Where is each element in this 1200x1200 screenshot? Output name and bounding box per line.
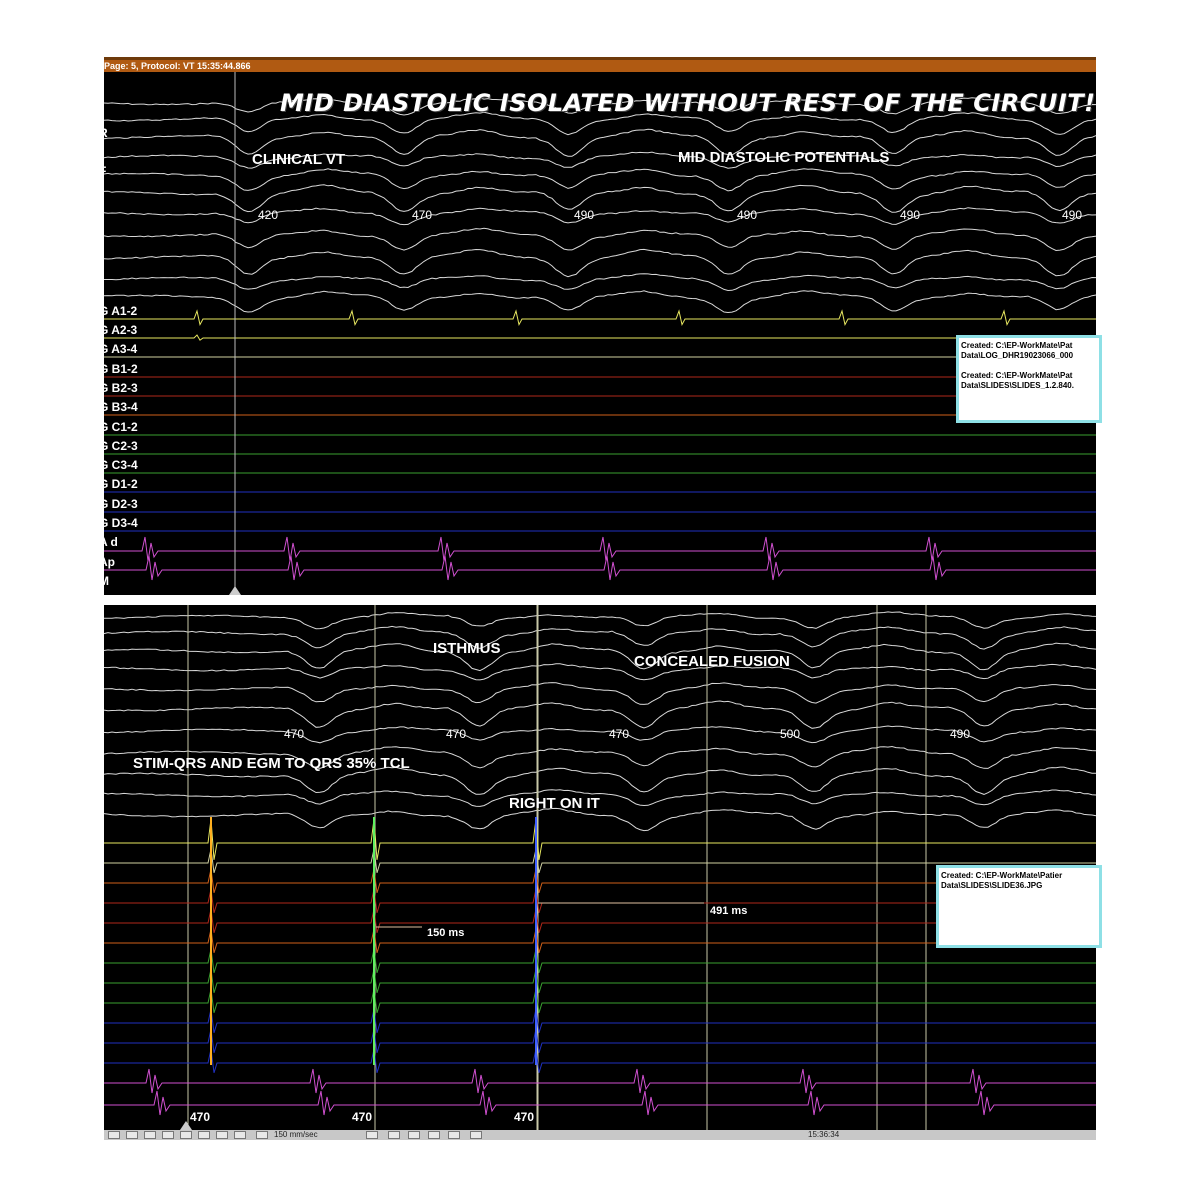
popup-line: Created: C:\EP-WorkMate\Pat [961, 341, 1073, 350]
surface-ecg-trace [104, 169, 1096, 191]
surface-ecg-trace [104, 643, 1096, 671]
bipolar-trace-d34 [104, 1049, 1096, 1073]
channel-label: G A3-4 [99, 342, 138, 356]
channel-label: M [99, 574, 109, 588]
channel-label: G D3-4 [99, 516, 138, 530]
channel-label: G C3-4 [99, 458, 138, 472]
annotation-stim-qrs: STIM-QRS AND EGM TO QRS 35% TCL [133, 755, 410, 772]
page-protocol-status: Page: 5, Protocol: VT 15:35:44.866 [104, 61, 251, 71]
bipolar-trace-c12 [104, 949, 1096, 973]
surface-ecg-trace [104, 683, 1096, 705]
top-recording-panel [99, 57, 1096, 595]
cycle-length-label: 490 [574, 208, 595, 222]
sweep-speed-readout[interactable]: 150 mm/sec [274, 1130, 318, 1139]
file-created-popup[interactable] [956, 335, 1102, 423]
surface-ecg-trace [104, 626, 1096, 649]
step-forward-icon[interactable] [216, 1131, 228, 1139]
ablation-catheter-trace [104, 537, 1096, 561]
cycle-length-label: 470 [284, 727, 305, 741]
marker-icon[interactable] [448, 1131, 460, 1139]
cycle-length-label: 490 [900, 208, 921, 222]
surface-ecg-trace [104, 249, 1096, 276]
fast-forward-icon[interactable] [234, 1131, 246, 1139]
stim-interval-label: 470 [352, 1110, 373, 1124]
play-icon[interactable] [180, 1131, 192, 1139]
channel-label: G D2-3 [99, 497, 138, 511]
surface-ecg-trace [104, 808, 1096, 830]
popup-line: Data\SLIDES\SLIDE36.JPG [941, 881, 1043, 890]
bipolar-trace-c34 [104, 989, 1096, 1013]
surface-ecg-trace [104, 291, 1096, 313]
cycle-length-label: 500 [780, 727, 801, 741]
file-created-popup[interactable] [936, 865, 1102, 948]
channel-label: G B3-4 [99, 400, 138, 414]
popup-line: Data\SLIDES\SLIDES_1.2.840. [961, 381, 1074, 390]
channel-label: G A2-3 [99, 323, 138, 337]
measurement-150ms: 150 ms [427, 927, 465, 939]
surface-ecg-trace [104, 228, 1096, 250]
speed-spinner-icon[interactable] [366, 1131, 378, 1139]
annotation-mid-diastolic-potentials: MID DIASTOLIC POTENTIALS [678, 149, 890, 166]
bipolar-trace-a23 [104, 335, 1096, 340]
annotation-right-on-it: RIGHT ON IT [509, 795, 600, 812]
cycle-length-label: 420 [258, 208, 279, 222]
measurement-491ms: 491 ms [710, 905, 748, 917]
gain-up-icon[interactable] [388, 1131, 400, 1139]
text-tool-icon[interactable] [470, 1131, 482, 1139]
stim-interval-label: 470 [514, 1110, 535, 1124]
stim-interval-label: 470 [190, 1110, 211, 1124]
surface-ecg-trace [104, 612, 1096, 629]
cycle-length-label: 490 [737, 208, 758, 222]
gain-down-icon[interactable] [408, 1131, 420, 1139]
bipolar-trace-a12 [104, 311, 1096, 325]
cycle-length-label: 470 [446, 727, 467, 741]
channel-label: G B1-2 [99, 362, 138, 376]
caliper-marker-icon[interactable] [180, 1121, 192, 1130]
next-page-icon[interactable] [198, 1131, 210, 1139]
cycle-length-label: 470 [609, 727, 630, 741]
surface-ecg-trace [104, 274, 1096, 291]
rewind-icon[interactable] [108, 1131, 120, 1139]
channel-label: G A1-2 [99, 304, 138, 318]
settings-icon[interactable] [256, 1131, 268, 1139]
popup-line: Created: C:\EP-WorkMate\Pat [961, 371, 1073, 380]
surface-ecg-trace [104, 664, 1096, 680]
annotation-concealed-fusion: CONCEALED FUSION [634, 653, 790, 670]
cycle-length-label: 490 [950, 727, 971, 741]
cycle-length-label: 490 [1062, 208, 1083, 222]
top-traces [104, 57, 1096, 595]
popup-line: Created: C:\EP-WorkMate\Patier [941, 871, 1063, 880]
page-header-bar [104, 57, 1096, 72]
time-readout: 15:36:34 [808, 1130, 840, 1139]
annotation-clinical-vt: CLINICAL VT [252, 151, 346, 168]
popup-line: Data\LOG_DHR19023066_000 [961, 351, 1074, 360]
ablation-catheter-trace [104, 556, 1096, 580]
surface-ecg-trace [104, 726, 1096, 743]
bipolar-trace-d12 [104, 1009, 1096, 1033]
step-back-icon[interactable] [126, 1131, 138, 1139]
bottom-recording-panel [104, 605, 1096, 1140]
bipolar-trace-c23 [104, 969, 1096, 993]
channel-label: F [99, 164, 107, 178]
channel-label: G C2-3 [99, 439, 138, 453]
bipolar-trace-a12 [104, 819, 1096, 860]
surface-ecg-trace [104, 790, 1096, 807]
channel-label: A d [99, 535, 118, 549]
filter-icon[interactable] [428, 1131, 440, 1139]
channel-label: R [99, 126, 108, 140]
annotation-isthmus: ISTHMUS [433, 640, 501, 657]
ablation-catheter-trace [104, 1069, 1096, 1093]
ablation-catheter-trace [104, 1091, 1096, 1115]
bipolar-trace-d23 [104, 1029, 1096, 1053]
caliper-marker-icon[interactable] [229, 586, 241, 595]
surface-ecg-trace [104, 701, 1096, 728]
play-back-icon[interactable] [162, 1131, 174, 1139]
channel-label: G D1-2 [99, 477, 138, 491]
channel-label: Ap [99, 555, 115, 569]
channel-label: G C1-2 [99, 420, 138, 434]
slide-title: MID DIASTOLIC ISOLATED WITHOUT REST OF THE CIRCUIT! [280, 89, 1096, 117]
playback-toolbar [104, 1130, 1096, 1140]
prev-page-icon[interactable] [144, 1131, 156, 1139]
channel-label: G B2-3 [99, 381, 138, 395]
cycle-length-label: 470 [412, 208, 433, 222]
